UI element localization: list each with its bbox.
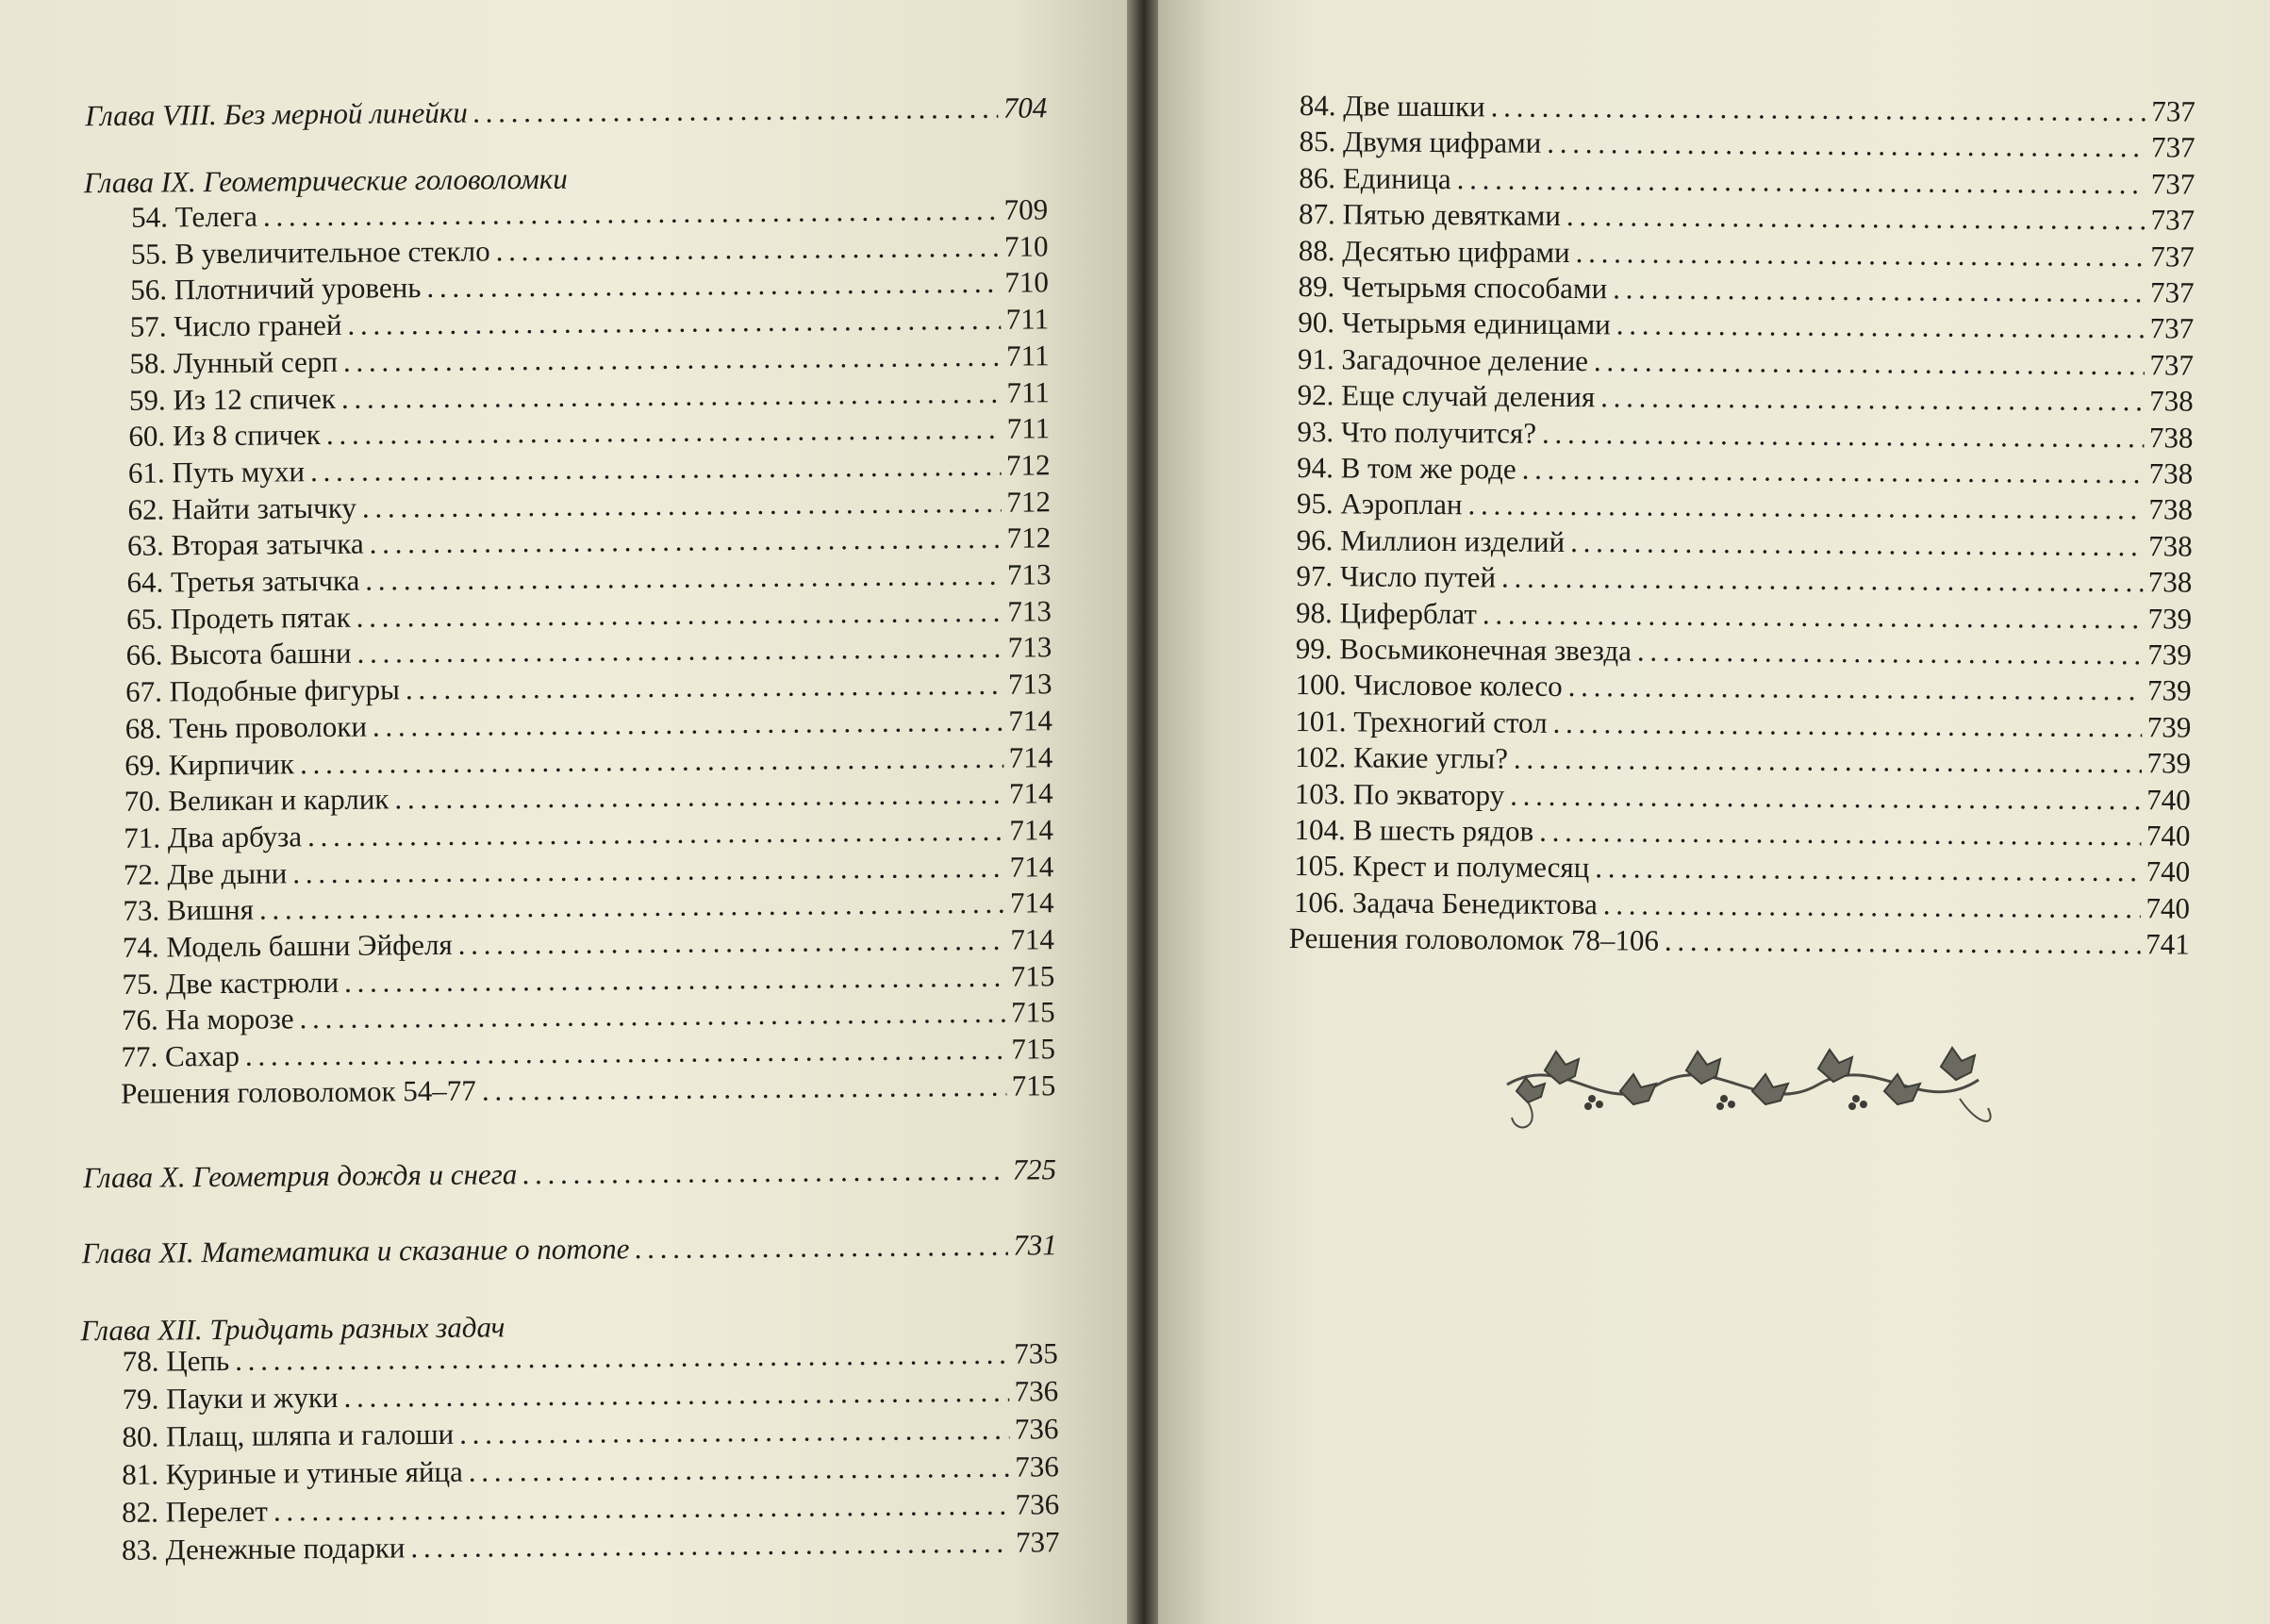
page-number: 736 xyxy=(1014,1374,1059,1408)
entry-title: 62. Найти затычку xyxy=(127,490,357,526)
entry-title: 77. Сахар xyxy=(121,1038,240,1074)
page-number: 738 xyxy=(2148,492,2194,527)
page-number: 739 xyxy=(2147,638,2192,671)
entry-title: 74. Модель башни Эйфеля xyxy=(122,927,453,964)
leader-dots xyxy=(522,1153,1007,1191)
page-number: 737 xyxy=(2149,348,2195,382)
leader-dots xyxy=(1467,489,2143,527)
leader-dots xyxy=(273,1488,1010,1529)
leader-dots xyxy=(1594,344,2145,382)
leader-dots xyxy=(356,594,1002,634)
entry-title: 72. Две дыни xyxy=(123,855,288,891)
chapter-heading-12: Глава XII. Тридцать разных задач xyxy=(80,1310,505,1348)
page-number: 739 xyxy=(2147,601,2193,636)
entry-title: 97. Число путей xyxy=(1296,559,1497,594)
page-number: 713 xyxy=(1007,593,1052,628)
leader-dots xyxy=(410,1526,1010,1566)
leader-dots xyxy=(356,631,1002,671)
entry-title: 69. Кирпичик xyxy=(124,746,295,782)
leader-dots xyxy=(1600,380,2144,418)
entry-title: 83. Денежные подарки xyxy=(121,1531,406,1566)
leader-dots xyxy=(1595,852,2141,889)
leader-dots xyxy=(482,1069,1006,1108)
entry-title: 56. Плотничий уровень xyxy=(130,271,422,307)
page-number: 713 xyxy=(1007,667,1052,701)
entry-title: Решения головоломок 54–77 xyxy=(120,1073,477,1110)
page-number: 738 xyxy=(2148,529,2193,563)
leader-dots xyxy=(459,1413,1009,1451)
page-number: 712 xyxy=(1006,521,1052,555)
leader-dots xyxy=(310,449,1001,489)
page-number: 737 xyxy=(2150,167,2195,201)
page-number: 714 xyxy=(1009,813,1054,847)
leader-dots xyxy=(1576,236,2146,273)
chapter-heading-9: Глава IX. Геометрические головоломки xyxy=(83,161,568,200)
page-number: 739 xyxy=(2146,673,2192,708)
entry-title: 94. В том же роде xyxy=(1297,450,1516,486)
page-number: 735 xyxy=(1014,1336,1058,1370)
page-number: 736 xyxy=(1014,1412,1059,1446)
leader-dots xyxy=(369,522,1001,561)
leader-dots xyxy=(343,340,1002,379)
entry-title: Решения головоломок 78–106 xyxy=(1288,921,1660,957)
page-number: 709 xyxy=(1003,192,1049,226)
entry-title: 59. Из 12 спичек xyxy=(128,381,337,417)
leader-dots xyxy=(343,1375,1008,1415)
entry-title: 102. Какие углы? xyxy=(1294,740,1509,775)
entry-title: 86. Единица xyxy=(1299,160,1451,195)
entry-title: 106. Задача Бенедиктова xyxy=(1293,885,1598,921)
page-number: 737 xyxy=(1015,1525,1060,1559)
toc-entry xyxy=(1289,921,2190,966)
page-number: 713 xyxy=(1007,630,1052,665)
leader-dots xyxy=(263,193,999,234)
page-number: 739 xyxy=(2146,746,2192,780)
chapter-title: Глава X. Геометрия дождя и снега xyxy=(82,1157,518,1195)
page-number: 737 xyxy=(2150,203,2195,237)
leader-dots xyxy=(495,229,999,268)
entry-title: 104. В шесть рядов xyxy=(1294,812,1534,848)
page-number: 737 xyxy=(2150,130,2195,165)
page-number: 715 xyxy=(1011,1069,1056,1102)
page-number: 738 xyxy=(2149,384,2194,418)
leader-dots xyxy=(1570,525,2143,563)
entry-title: 103. По экватору xyxy=(1294,776,1505,812)
page-number: 715 xyxy=(1011,1032,1056,1066)
page-number: 711 xyxy=(1006,339,1050,373)
entry-title: 71. Два арбуза xyxy=(124,820,303,854)
leader-dots xyxy=(1568,670,2143,707)
leader-dots xyxy=(1566,199,2146,237)
page-number: 711 xyxy=(1006,374,1051,409)
entry-title: 64. Третья затычка xyxy=(126,563,360,599)
entry-title: 81. Куриные и утиные яйца xyxy=(122,1454,463,1491)
leader-dots xyxy=(1510,778,2141,817)
page-number: 714 xyxy=(1008,776,1053,810)
page-number: 715 xyxy=(1010,995,1055,1030)
leader-dots xyxy=(299,996,1005,1036)
entry-title: 78. Цепь xyxy=(122,1343,230,1378)
entry-title: 55. В увеличительное стекло xyxy=(130,234,490,271)
entry-title: 61. Путь мухи xyxy=(127,455,306,489)
page-number: 714 xyxy=(1010,922,1055,956)
entry-title: 99. Восьмиконечная звезда xyxy=(1295,631,1632,668)
page-number: 731 xyxy=(1013,1228,1057,1262)
page-number: 740 xyxy=(2146,782,2191,817)
entry-title: 65. Продеть пятак xyxy=(125,600,351,636)
leader-dots xyxy=(473,91,998,130)
leader-dots xyxy=(341,375,1002,415)
entry-title: 101. Трехногий стол xyxy=(1295,704,1548,739)
entry-title: 84. Две шашки xyxy=(1299,89,1485,124)
chapter-title: Глава XI. Математика и сказание о потопе xyxy=(81,1232,630,1270)
entry-title: 98. Циферблат xyxy=(1296,595,1478,630)
page-number: 714 xyxy=(1008,739,1053,774)
leader-dots xyxy=(406,668,1003,707)
page-number: 725 xyxy=(1012,1152,1057,1186)
page-number: 704 xyxy=(1002,91,1048,124)
leader-dots xyxy=(1603,887,2141,925)
page-number: 710 xyxy=(1003,228,1049,263)
leader-dots xyxy=(326,412,1002,452)
leader-dots xyxy=(365,558,1002,598)
page-number: 714 xyxy=(1009,886,1054,920)
entry-title: 67. Подобные фигуры xyxy=(125,672,401,708)
entry-title: 60. Из 8 спичек xyxy=(128,418,322,454)
page-number: 715 xyxy=(1010,958,1055,993)
page-number: 712 xyxy=(1005,448,1051,482)
entry-title: 80. Плащ, шляпа и галоши xyxy=(122,1417,455,1453)
entry-title: 100. Числовое колесо xyxy=(1295,668,1563,704)
page-number: 712 xyxy=(1006,484,1052,519)
entry-title: 76. На морозе xyxy=(121,1002,294,1037)
page-number: 737 xyxy=(2149,275,2195,309)
page-number: 736 xyxy=(1015,1450,1059,1483)
entry-title: 58. Лунный серп xyxy=(129,344,339,380)
entry-title: 75. Две кастрюли xyxy=(122,965,340,1001)
entry-title: 91. Загадочное деление xyxy=(1297,341,1589,377)
vine-leaf-ornament-icon xyxy=(1488,1033,1997,1146)
leader-dots xyxy=(1457,162,2146,201)
page-number: 738 xyxy=(2147,565,2193,599)
entry-title: 87. Пятью девятками xyxy=(1298,197,1562,233)
page-number: 737 xyxy=(2149,311,2195,346)
entry-title: 89. Четырьмя способами xyxy=(1298,269,1608,306)
leader-dots xyxy=(1665,924,2140,962)
leader-dots xyxy=(344,959,1005,999)
entry-title: 70. Великан и карлик xyxy=(124,782,389,819)
entry-title: 95. Аэроплан xyxy=(1296,487,1463,522)
leader-dots xyxy=(426,266,999,305)
leader-dots xyxy=(292,850,1004,890)
entry-title: 63. Вторая затычка xyxy=(126,526,364,563)
leader-dots xyxy=(373,704,1003,744)
leader-dots xyxy=(1547,126,2146,164)
leader-dots xyxy=(1483,597,2143,636)
leader-dots xyxy=(458,923,1005,962)
page-number: 737 xyxy=(2150,239,2195,273)
page-number: 740 xyxy=(2146,819,2191,853)
page-number: 714 xyxy=(1009,849,1054,884)
leader-dots xyxy=(1552,706,2141,744)
leader-dots xyxy=(300,740,1003,781)
entry-title: 66. Высота башни xyxy=(125,637,352,672)
page-number: 738 xyxy=(2148,420,2194,455)
leader-dots xyxy=(235,1337,1008,1378)
leader-dots xyxy=(1501,561,2143,600)
leader-dots xyxy=(1637,635,2143,672)
page-number: 741 xyxy=(2146,927,2190,961)
entry-title: 96. Миллион изделий xyxy=(1296,522,1566,558)
page-number: 711 xyxy=(1005,302,1050,336)
entry-title: 105. Крест и полумесяц xyxy=(1294,849,1590,885)
entry-title: 68. Тень проволоки xyxy=(124,709,368,745)
entry-title: 73. Вишня xyxy=(123,892,255,928)
entry-title: 88. Десятью цифрами xyxy=(1298,233,1570,269)
page-number: 740 xyxy=(2146,891,2191,925)
entry-title: 92. Еще случай деления xyxy=(1297,378,1596,414)
chapter-title: Глава VIII. Без мерной линейки xyxy=(85,95,469,133)
entry-title: 85. Двумя цифрами xyxy=(1299,124,1542,160)
leader-dots xyxy=(259,887,1004,927)
page-number: 738 xyxy=(2148,456,2194,490)
page-number: 739 xyxy=(2146,710,2192,744)
entry-title: 57. Число граней xyxy=(129,307,342,343)
leader-dots xyxy=(347,303,1001,342)
entry-title: 90. Четырьмя единицами xyxy=(1298,306,1611,341)
entry-title: 54. Телега xyxy=(131,199,258,234)
leader-dots xyxy=(1539,815,2141,853)
book-gutter xyxy=(1127,0,1158,1624)
page-number: 713 xyxy=(1006,557,1052,591)
page-number: 736 xyxy=(1015,1487,1060,1521)
leader-dots xyxy=(1616,308,2145,346)
leader-dots xyxy=(1514,742,2142,781)
page-number: 737 xyxy=(2151,94,2195,128)
leader-dots xyxy=(245,1033,1006,1073)
leader-dots xyxy=(469,1450,1010,1489)
page-number: 740 xyxy=(2146,854,2191,889)
entry-title: 82. Перелет xyxy=(122,1494,269,1529)
leader-dots xyxy=(1522,453,2144,491)
leader-dots xyxy=(394,777,1003,817)
page-number: 710 xyxy=(1004,265,1050,300)
leader-dots xyxy=(635,1229,1007,1266)
leader-dots xyxy=(1491,90,2146,128)
leader-dots xyxy=(1542,416,2144,454)
leader-dots xyxy=(362,485,1002,524)
page-number: 711 xyxy=(1006,411,1051,445)
leader-dots xyxy=(307,814,1004,853)
page-number: 714 xyxy=(1008,704,1053,737)
entry-title: 93. Что получится? xyxy=(1297,414,1537,450)
entry-title: 79. Пауки и жуки xyxy=(122,1380,339,1416)
leader-dots xyxy=(1613,272,2145,309)
